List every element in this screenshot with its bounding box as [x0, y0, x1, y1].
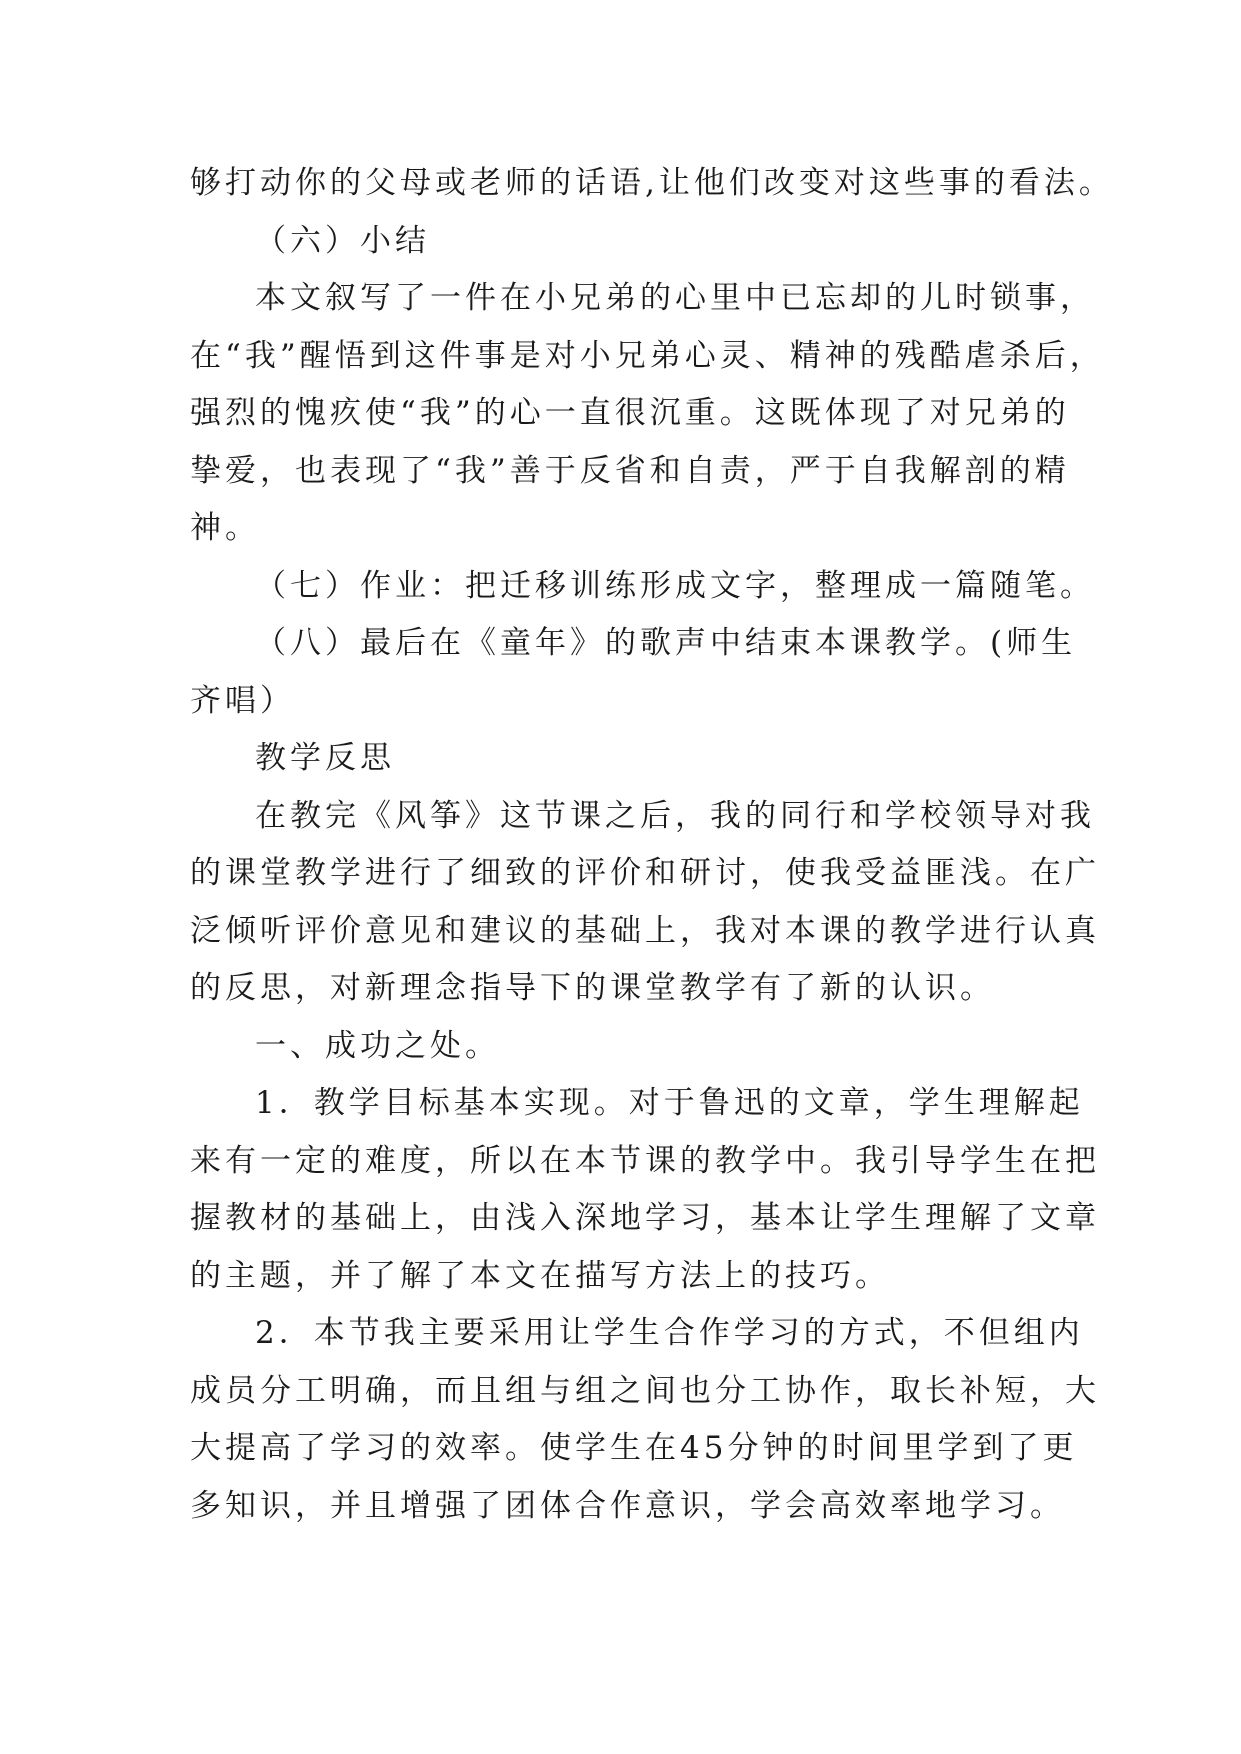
- text-line: 2．本节我主要采用让学生合作学习的方式，不但组内: [255, 1315, 1084, 1351]
- text-line: 的反思，对新理念指导下的课堂教学有了新的认识。: [190, 970, 995, 1006]
- text-line: 握教材的基础上，由浅入深地学习，基本让学生理解了文章: [190, 1200, 1100, 1236]
- text-line: 来有一定的难度，所以在本节课的教学中。我引导学生在把: [190, 1142, 1100, 1179]
- section-heading-summary: （六）小结: [255, 222, 430, 259]
- text-line: 在教完《风筝》这节课之后，我的同行和学校领导对我: [255, 797, 1095, 834]
- section-heading-homework: （七）作业：把迁移训练形成文字，整理成一篇随笔。: [255, 567, 1095, 604]
- text-line: 多知识，并且增强了团体合作意识，学会高效率地学习。: [190, 1487, 1065, 1524]
- text-line: 1．教学目标基本实现。对于鲁迅的文章，学生理解起: [255, 1085, 1084, 1121]
- text-line: 本文叙写了一件在小兄弟的心里中已忘却的儿时锁事，: [255, 280, 1095, 316]
- text-line: （八）最后在《童年》的歌声中结束本课教学。(师生: [255, 625, 1077, 661]
- text-line: 够打动你的父母或老师的话语,让他们改变对这些事的看法。: [190, 165, 1114, 201]
- text-line: 挚爱，也表现了“我”善于反省和自责，严于自我解剖的精: [190, 452, 1070, 489]
- text-line: 泛倾听评价意见和建议的基础上，我对本课的教学进行认真: [190, 912, 1100, 949]
- text-line: 神。: [190, 510, 260, 546]
- text-line: 在“我”醒悟到这件事是对小兄弟心灵、精神的残酷虐杀后，: [190, 337, 1105, 374]
- text-line: 齐唱）: [190, 682, 295, 719]
- text-line: 强烈的愧疚使“我”的心一直很沉重。这既体现了对兄弟的: [190, 395, 1070, 431]
- text-line: 的课堂教学进行了细致的评价和研讨，使我受益匪浅。在广: [190, 855, 1100, 891]
- section-heading-reflection: 教学反思: [255, 740, 395, 776]
- text-line: 的主题，并了解了本文在描写方法上的技巧。: [190, 1257, 890, 1294]
- text-line: 成员分工明确，而且组与组之间也分工协作，取长补短，大: [190, 1372, 1100, 1409]
- section-heading-successes: 一、成功之处。: [255, 1027, 500, 1064]
- document-body: [190, 155, 1114, 1535]
- text-line: 大提高了学习的效率。使学生在45分钟的时间里学到了更: [190, 1430, 1078, 1466]
